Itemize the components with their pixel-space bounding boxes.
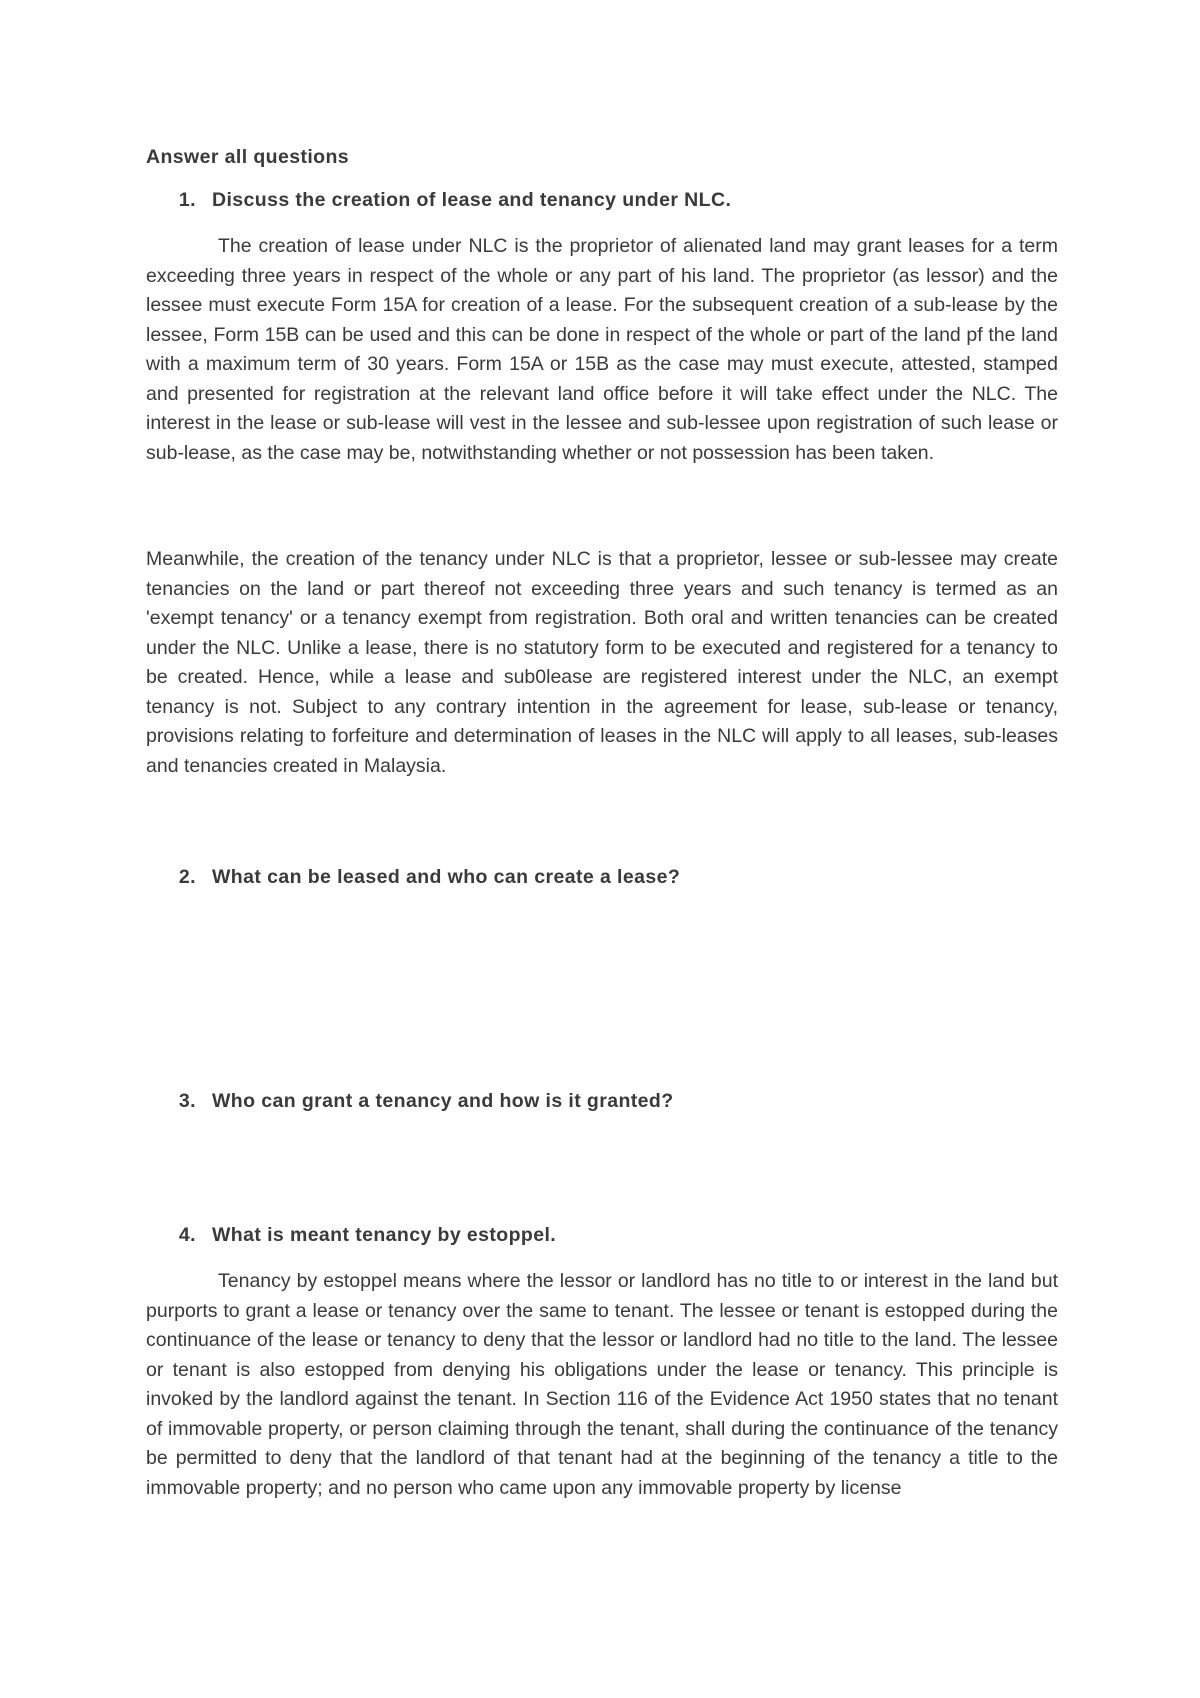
question-3 [146,1090,1058,1113]
question-1 [146,189,1058,212]
question-number: 4. [178,1224,196,1246]
question-number: 1. [178,189,196,211]
answer-paragraph: Tenancy by estoppel means where the lessor or landlord has no title to or interest in the land but purports to grant a lease or tenancy over the same to tenant. The lessee or tenant is estopped during the continuance of the lease or tenancy to deny that the lessor or landlord had no title to the land. The lessee or tenant is also estopped from denying his obligations under the lease or tenancy. This principle is invoked by the landlord against the tenant. In Section 116 of the Evidence Act 1950 states that no tenant of immovable property, or person claiming through the tenant, shall during the continuance of the tenancy be permitted to deny that the landlord of that tenant had at the beginning of the tenancy a title to the immovable property; and no person who came upon any immovable property by license [146,1270,1058,1499]
document-heading: Answer all questions [146,146,350,168]
question-number: 3. [178,1090,196,1112]
question-text: Who can grant a tenancy and how is it granted? [212,1090,674,1112]
question-2 [146,866,1058,889]
question-4 [146,1224,1058,1247]
answer-paragraph: The creation of lease under NLC is the proprietor of alienated land may grant leases for a term exceeding three years in respect of the whole or any part of his land. The proprietor (as lessor) and the lessee must execute Form 15A for creation of a lease. For the subsequent creation of a sub-lease by the lessee, Form 15B can be used and this can be done in respect of the whole or part of the land pf the land with a maximum term of 30 years. Form 15A or 15B as the case may must execute, attested, stamped and presented for registration at the relevant land office before it will take effect under the NLC. The interest in the lease or sub-lease will vest in the lessee and sub-lessee upon registration of such lease or sub-lease, as the case may be, notwithstanding whether or not possession has been taken. [146,235,1058,464]
question-text: What is meant tenancy by estoppel. [212,1224,557,1246]
answer-paragraph: Meanwhile, the creation of the tenancy under NLC is that a proprietor, lessee or sub-lessee may create tenancies on the land or part thereof not exceeding three years and such tenancy is termed as an 'exempt tenancy' or a tenancy exempt from registration. Both oral and written tenancies can be created under the NLC. Unlike a lease, there is no statutory form to be executed and registered for a tenancy to be created. Hence, while a lease and sub0lease are registered interest under the NLC, an exempt tenancy is not. Subject to any contrary intention in the agreement for lease, sub-lease or tenancy, provisions relating to forfeiture and determination of leases in the NLC will apply to all leases, sub-leases and tenancies created in Malaysia. [146,548,1058,777]
question-text: Discuss the creation of lease and tenancy under NLC. [212,189,732,211]
question-number: 2. [178,866,196,888]
document-page [146,0,1058,1698]
question-text: What can be leased and who can create a lease? [212,866,681,888]
